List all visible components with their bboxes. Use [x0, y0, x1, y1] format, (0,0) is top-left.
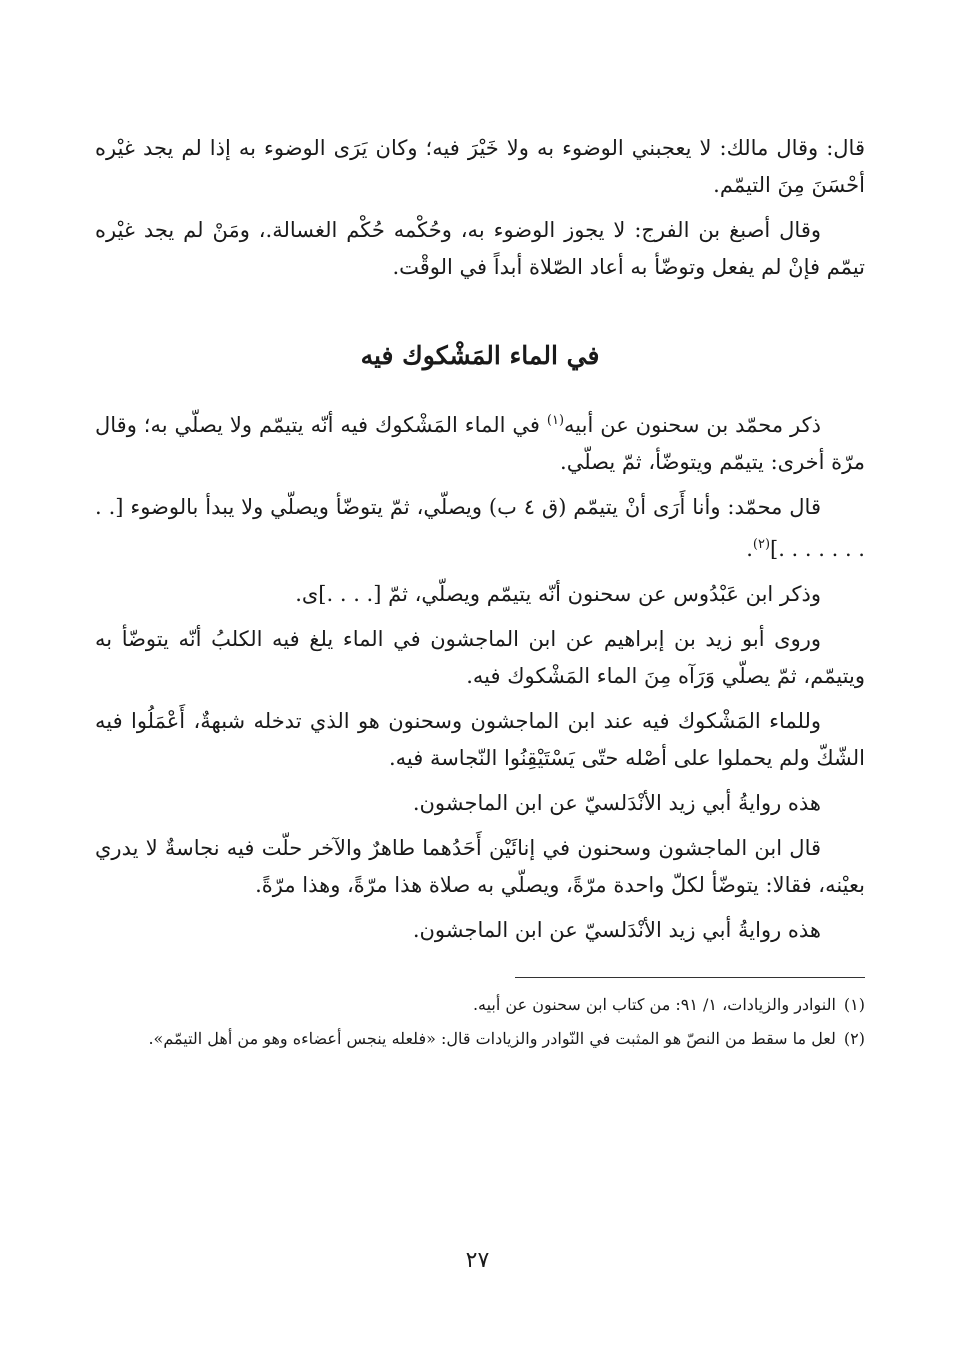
page-number: ٢٧: [465, 1248, 490, 1273]
footnote-2: [95, 1024, 865, 1054]
paragraph-text: في الماء المَشْكوك فيه أنّه يتيمّم ولا يصلّي به؛ وقال مرّة أخرى: يتيمّم ويتوضّأ، ثمّ يصلّي.: [95, 413, 865, 474]
paragraph-muhammad-opinion: [95, 489, 865, 568]
paragraph-narration-2: هذه روايةُ أبي زيد الأنْدَلسيّ عن ابن الماجشون.: [412, 918, 821, 942]
footnote-ref-1: (١): [546, 413, 565, 428]
paragraph-doubtful-water: وللماء المَشْكوك فيه عند ابن الماجشون وسحنون هو الذي تدخله شبهةٌ، أَعْمَلُوا فيه الشّكّ ولم يحملوا على أصْله حتّى يَسْتَيْقِنُوا النّجاسة فيه.: [95, 709, 865, 770]
paragraph-abu-zayd: وروى أبو زيد بن إبراهيم عن ابن الماجشون في الماء يلغ فيه الكلبُ أنّه يتوضّأ به ويتيمّم، ثمّ يصلّي وَرَآه مِنَ الماء المَشْكوك فيه.: [95, 627, 865, 688]
section-heading: في الماء المَشْكوك فيه: [360, 341, 600, 370]
footnote-divider: [515, 977, 865, 978]
paragraph-text: ذكر محمّد بن سحنون عن أبيه: [564, 413, 821, 437]
paragraph-ibn-abdus: وذكر ابن عَبْدُوس عن سحنون أنّه يتيمّم ويصلّي، ثمّ [. . . .]ى.: [295, 582, 821, 606]
paragraph-malik: قال: وقال مالك: لا يعجبني الوضوء به ولا خَيْرَ فيه؛ وكان يَرَى الوضوء به إذا لم يجد غيْره أحْسَنَ مِنَ التيمّم.: [95, 136, 865, 197]
footnote-number: (١): [843, 995, 865, 1014]
footnote-ref-2: (٢): [752, 537, 771, 552]
footnote-text: النوادر والزيادات، ١/ ٩١: من كتاب ابن سحنون عن أبيه.: [472, 995, 836, 1014]
paragraph-asbagh: وقال أصبغ بن الفرج: لا يجوز الوضوء به، وحُكْمه حُكْم الغسالة.، ومَنْ لم يجد غيْره تيمّم فإنْ لم يفعل وتوضّأ به أعاد الصّلاة أبداً في الوقْت.: [95, 218, 865, 279]
footnote-number: (٢): [843, 1029, 865, 1048]
page-body: [95, 130, 865, 1058]
footnote-text: لعل ما سقط من النصّ هو المثبت في النّوادر والزيادات قال: «فلعله ينجس أعضاءه وهو من أهل التيمّم».: [148, 1029, 836, 1048]
paragraph-two-vessels: قال ابن الماجشون وسحنون في إنائَيْن أَحَدُهما طاهرٌ والآخر حلّت فيه نجاسةٌ لا يدري بعيْنه، فقالا: يتوضّأ لكلّ واحدة مرّةً، ويصلّي به صلاة هذا مرّةً، وهذا مرّةً.: [95, 836, 865, 897]
footnote-1: [95, 990, 865, 1020]
paragraph-ibn-sahnun: [95, 402, 865, 481]
paragraph-text: .: [746, 537, 753, 561]
paragraph-narration-1: هذه روايةُ أبي زيد الأنْدَلسيّ عن ابن الماجشون.: [412, 791, 821, 815]
paragraph-text: قال محمّد: وأنا أَرَى أنْ يتيمّم (ق ٤ ب) ويصلّي، ثمّ يتوضّأ ويصلّي ولا يبدأ بالوضوء [. . . . . . . . .]: [95, 495, 865, 561]
